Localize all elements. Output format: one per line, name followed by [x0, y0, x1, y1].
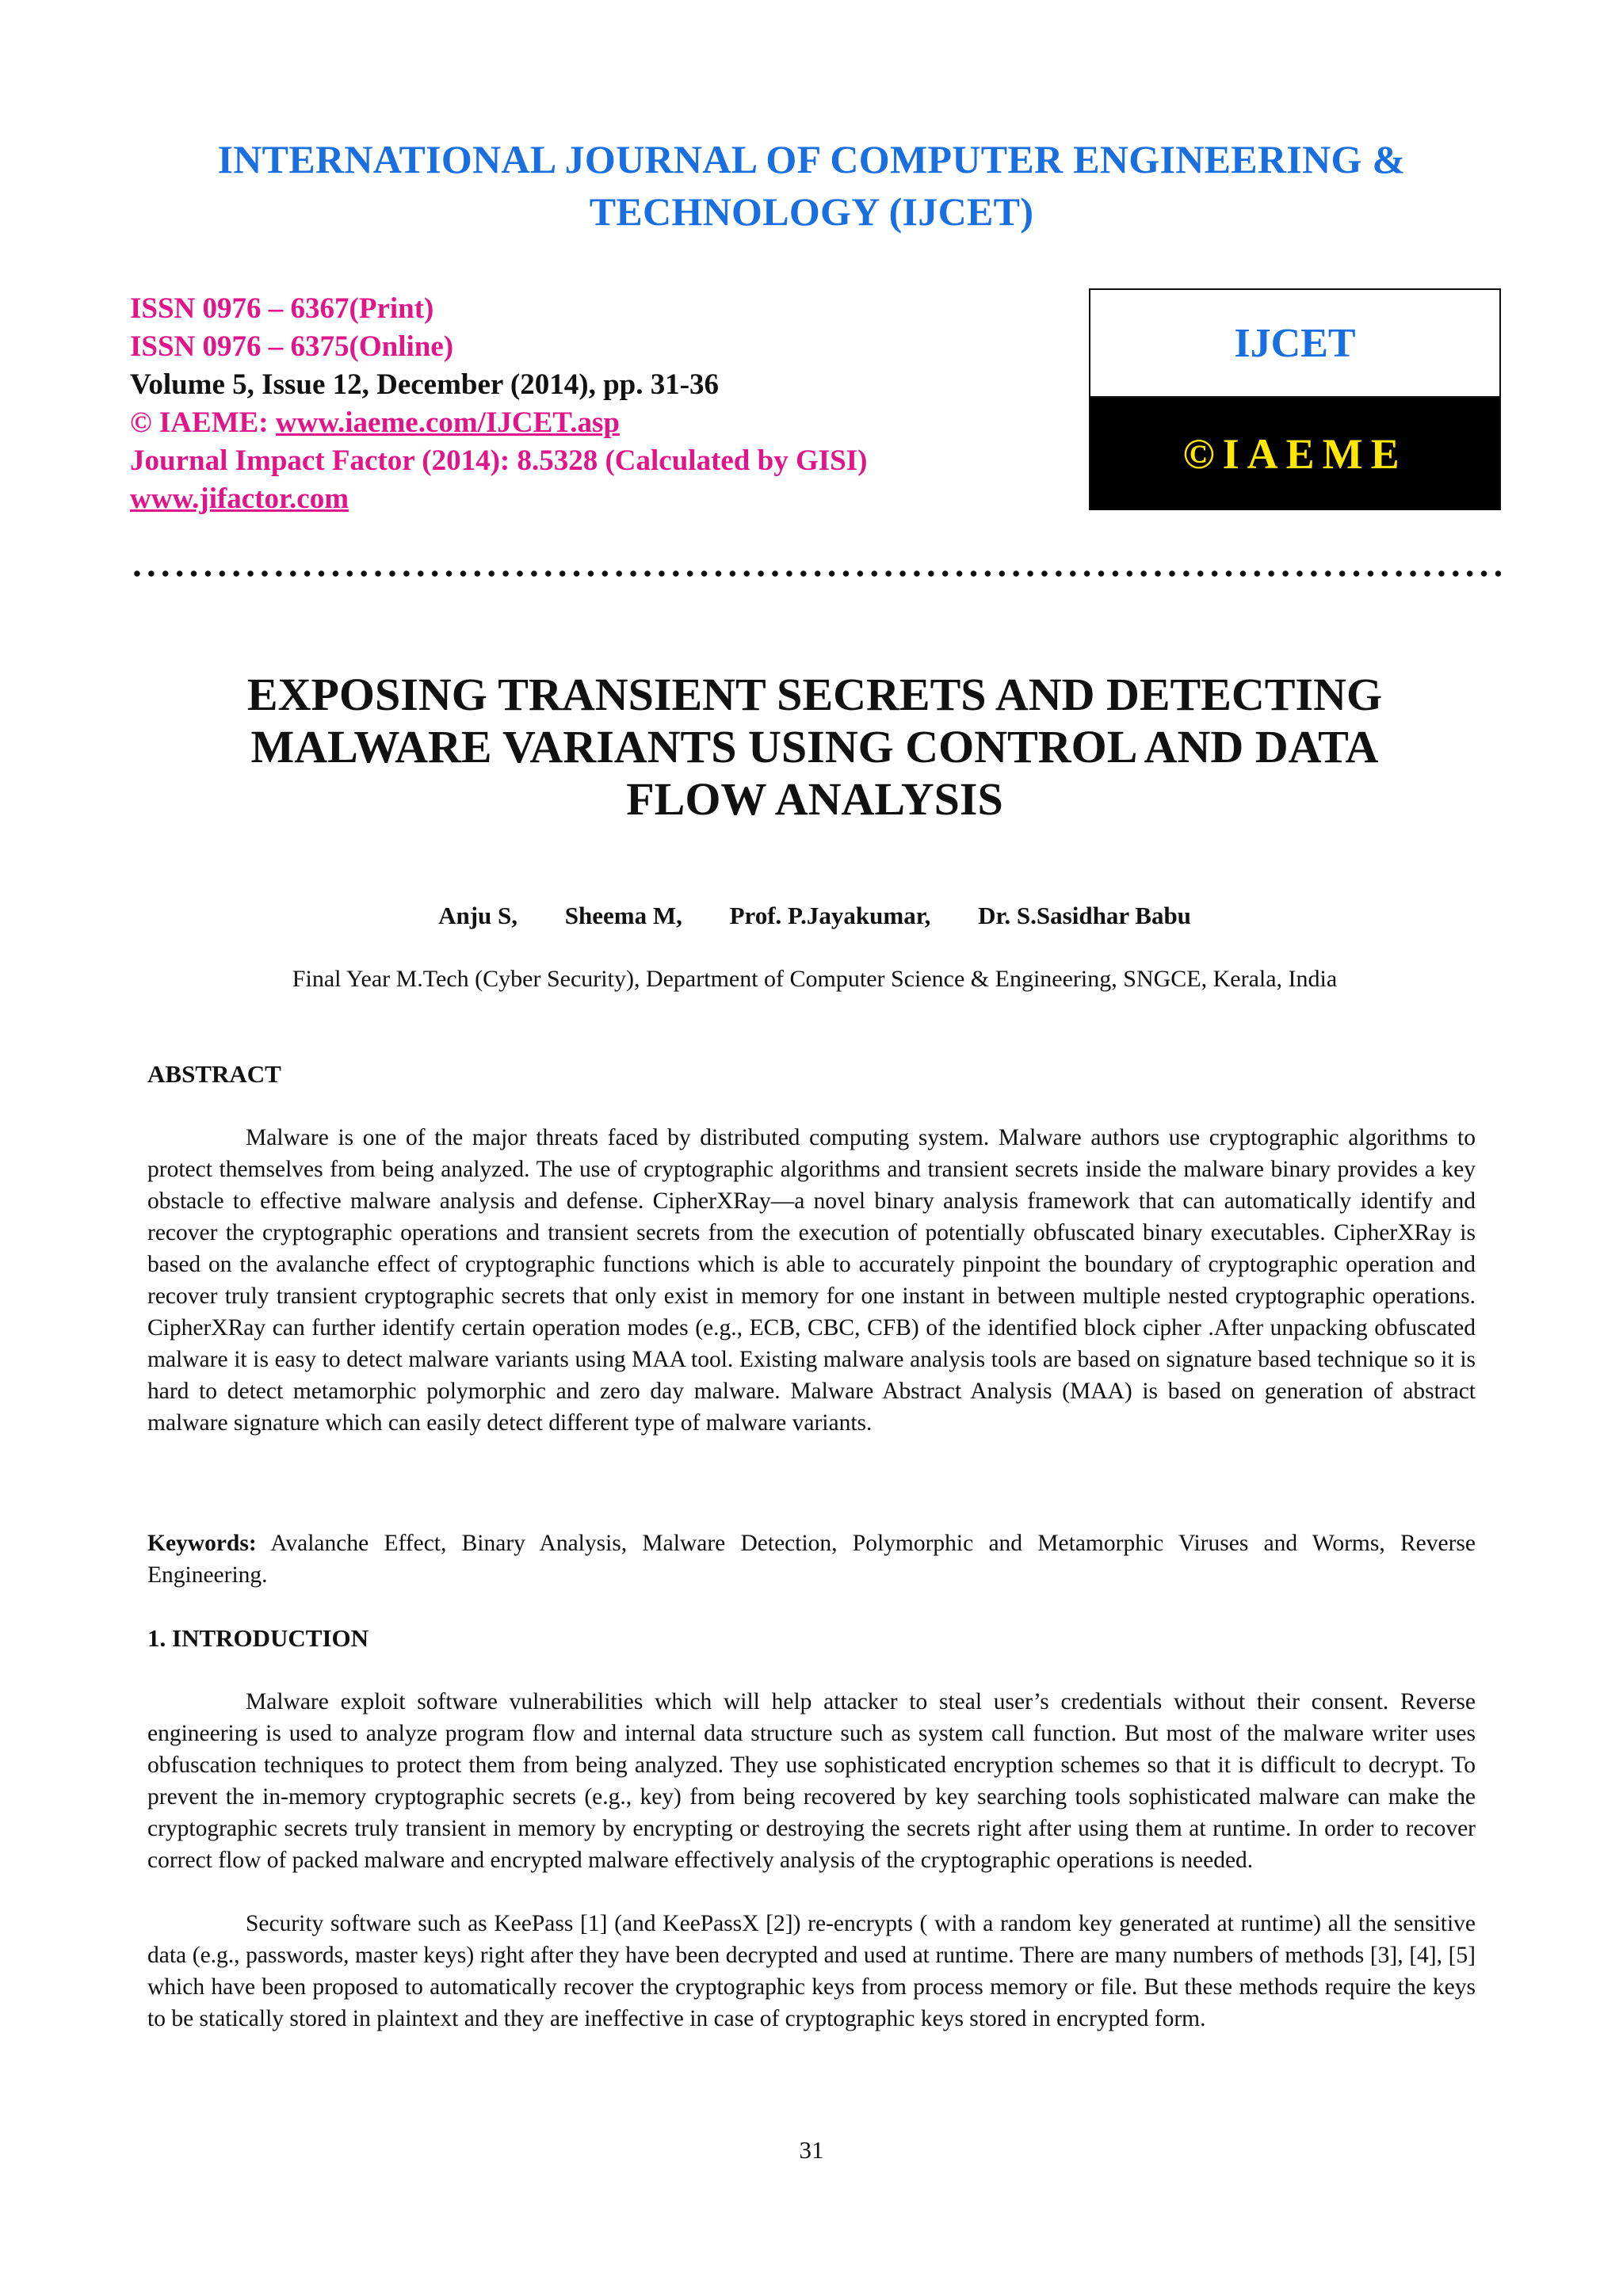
paper-title-line1: EXPOSING TRANSIENT SECRETS AND DETECTING	[246, 669, 1383, 720]
paper-title-line3: FLOW ANALYSIS	[626, 773, 1003, 825]
issn-print: ISSN 0976 – 6367(Print)	[130, 292, 434, 325]
introduction-paragraph-1: Malware exploit software vulnerabilities which will help attacker to steal user’s credentials without their consent. Reverse engineering is used to analyze program flow and internal data structure such as system call function. But most of the malware writer uses obfuscation techniques to protect them from being analyzed. They use sophisticated encryption schemes so that it is difficult to decrypt. To prevent the in-memory cryptographic secrets (e.g., key) from being recovered by key searching tools sophisticated malware can make the cryptographic secrets truly transient in memory by encrypting or destroying the secrets right after using them at runtime. In order to recover correct flow of packed malware and encrypted malware effectively analysis of the cryptographic operations is needed.	[147, 1689, 1476, 1873]
author-4: Dr. S.Sasidhar Babu	[978, 902, 1191, 929]
introduction-heading: 1. INTRODUCTION	[147, 1624, 369, 1652]
logo-ijcet: IJCET	[1090, 290, 1499, 398]
journal-meta	[130, 290, 1065, 518]
keywords	[147, 1527, 1476, 1591]
author-list	[127, 900, 1503, 932]
iaeme-prefix: © IAEME:	[130, 406, 276, 439]
paper-title-line2: MALWARE VARIANTS USING CONTROL AND DATA	[250, 721, 1379, 772]
author-1: Anju S,	[438, 902, 517, 929]
paper-title	[127, 669, 1503, 826]
iaeme-line	[130, 404, 1065, 442]
volume-info: Volume 5, Issue 12, December (2014), pp. 31-36	[130, 368, 720, 401]
affiliation: Final Year M.Tech (Cyber Security), Department of Computer Science & Engineering, SNGCE, Kerala, India	[292, 966, 1338, 992]
issn-online: ISSN 0976 – 6375(Online)	[130, 330, 454, 363]
page-number: 31	[799, 2136, 824, 2164]
journal-title-line1: INTERNATIONAL JOURNAL OF COMPUTER ENGINEERING &	[217, 137, 1406, 181]
journal-title	[95, 133, 1528, 238]
jifactor-link[interactable]: www.jifactor.com	[130, 482, 349, 515]
impact-factor: Journal Impact Factor (2014): 8.5328 (Calculated by GISI)	[130, 444, 868, 477]
dotted-divider	[130, 569, 1501, 578]
keywords-text: Avalanche Effect, Binary Analysis, Malware Detection, Polymorphic and Metamorphic Viruses and Worms, Reverse Engineering.	[147, 1531, 1476, 1588]
keywords-label: Keywords:	[147, 1531, 257, 1556]
author-3: Prof. P.Jayakumar,	[729, 902, 931, 929]
abstract-heading: ABSTRACT	[147, 1060, 281, 1088]
journal-title-line2: TECHNOLOGY (IJCET)	[589, 189, 1034, 234]
iaeme-link[interactable]: www.iaeme.com/IJCET.asp	[275, 406, 620, 439]
journal-logo	[1089, 288, 1501, 510]
abstract-text: Malware is one of the major threats faced by distributed computing system. Malware authors use cryptographic algorithms to protect themselves from being analyzed. The use of cryptographic algorithms and transient secrets inside the malware binary provides a key obstacle to effective malware analysis and defense. CipherXRay—a novel binary analysis framework that can automatically identify and recover the cryptographic operations and transient secrets from the execution of potentially obfuscated binary executables. CipherXRay is based on the avalanche effect of cryptographic functions which is able to accurately pinpoint the boundary of cryptographic operation and recover truly transient cryptographic secrets that only exist in memory for one instant in between multiple nested cryptographic operations. CipherXRay can further identify certain operation modes (e.g., ECB, CBC, CFB) of the identified block cipher .After unpacking obfuscated malware it is easy to detect malware variants using MAA tool. Existing malware analysis tools are based on signature based technique so it is hard to detect metamorphic polymorphic and zero day malware. Malware Abstract Analysis (MAA) is based on generation of abstract malware signature which can easily detect different type of malware variants.	[147, 1125, 1476, 1436]
logo-iaeme: ©IAEME	[1090, 398, 1499, 510]
introduction-paragraph-2: Security software such as KeePass [1] (and KeePassX [2]) re-encrypts ( with a random key generated at runtime) all the sensitive data (e.g., passwords, master keys) right after they have been decrypted and used at runtime. There are many numbers of methods [3], [4], [5] which have been proposed to automatically recover the cryptographic keys from process memory or file. But these methods require the keys to be statically stored in plaintext and they are ineffective in case of cryptographic keys stored in encrypted form.	[147, 1911, 1476, 2031]
author-2: Sheema M,	[564, 902, 682, 929]
